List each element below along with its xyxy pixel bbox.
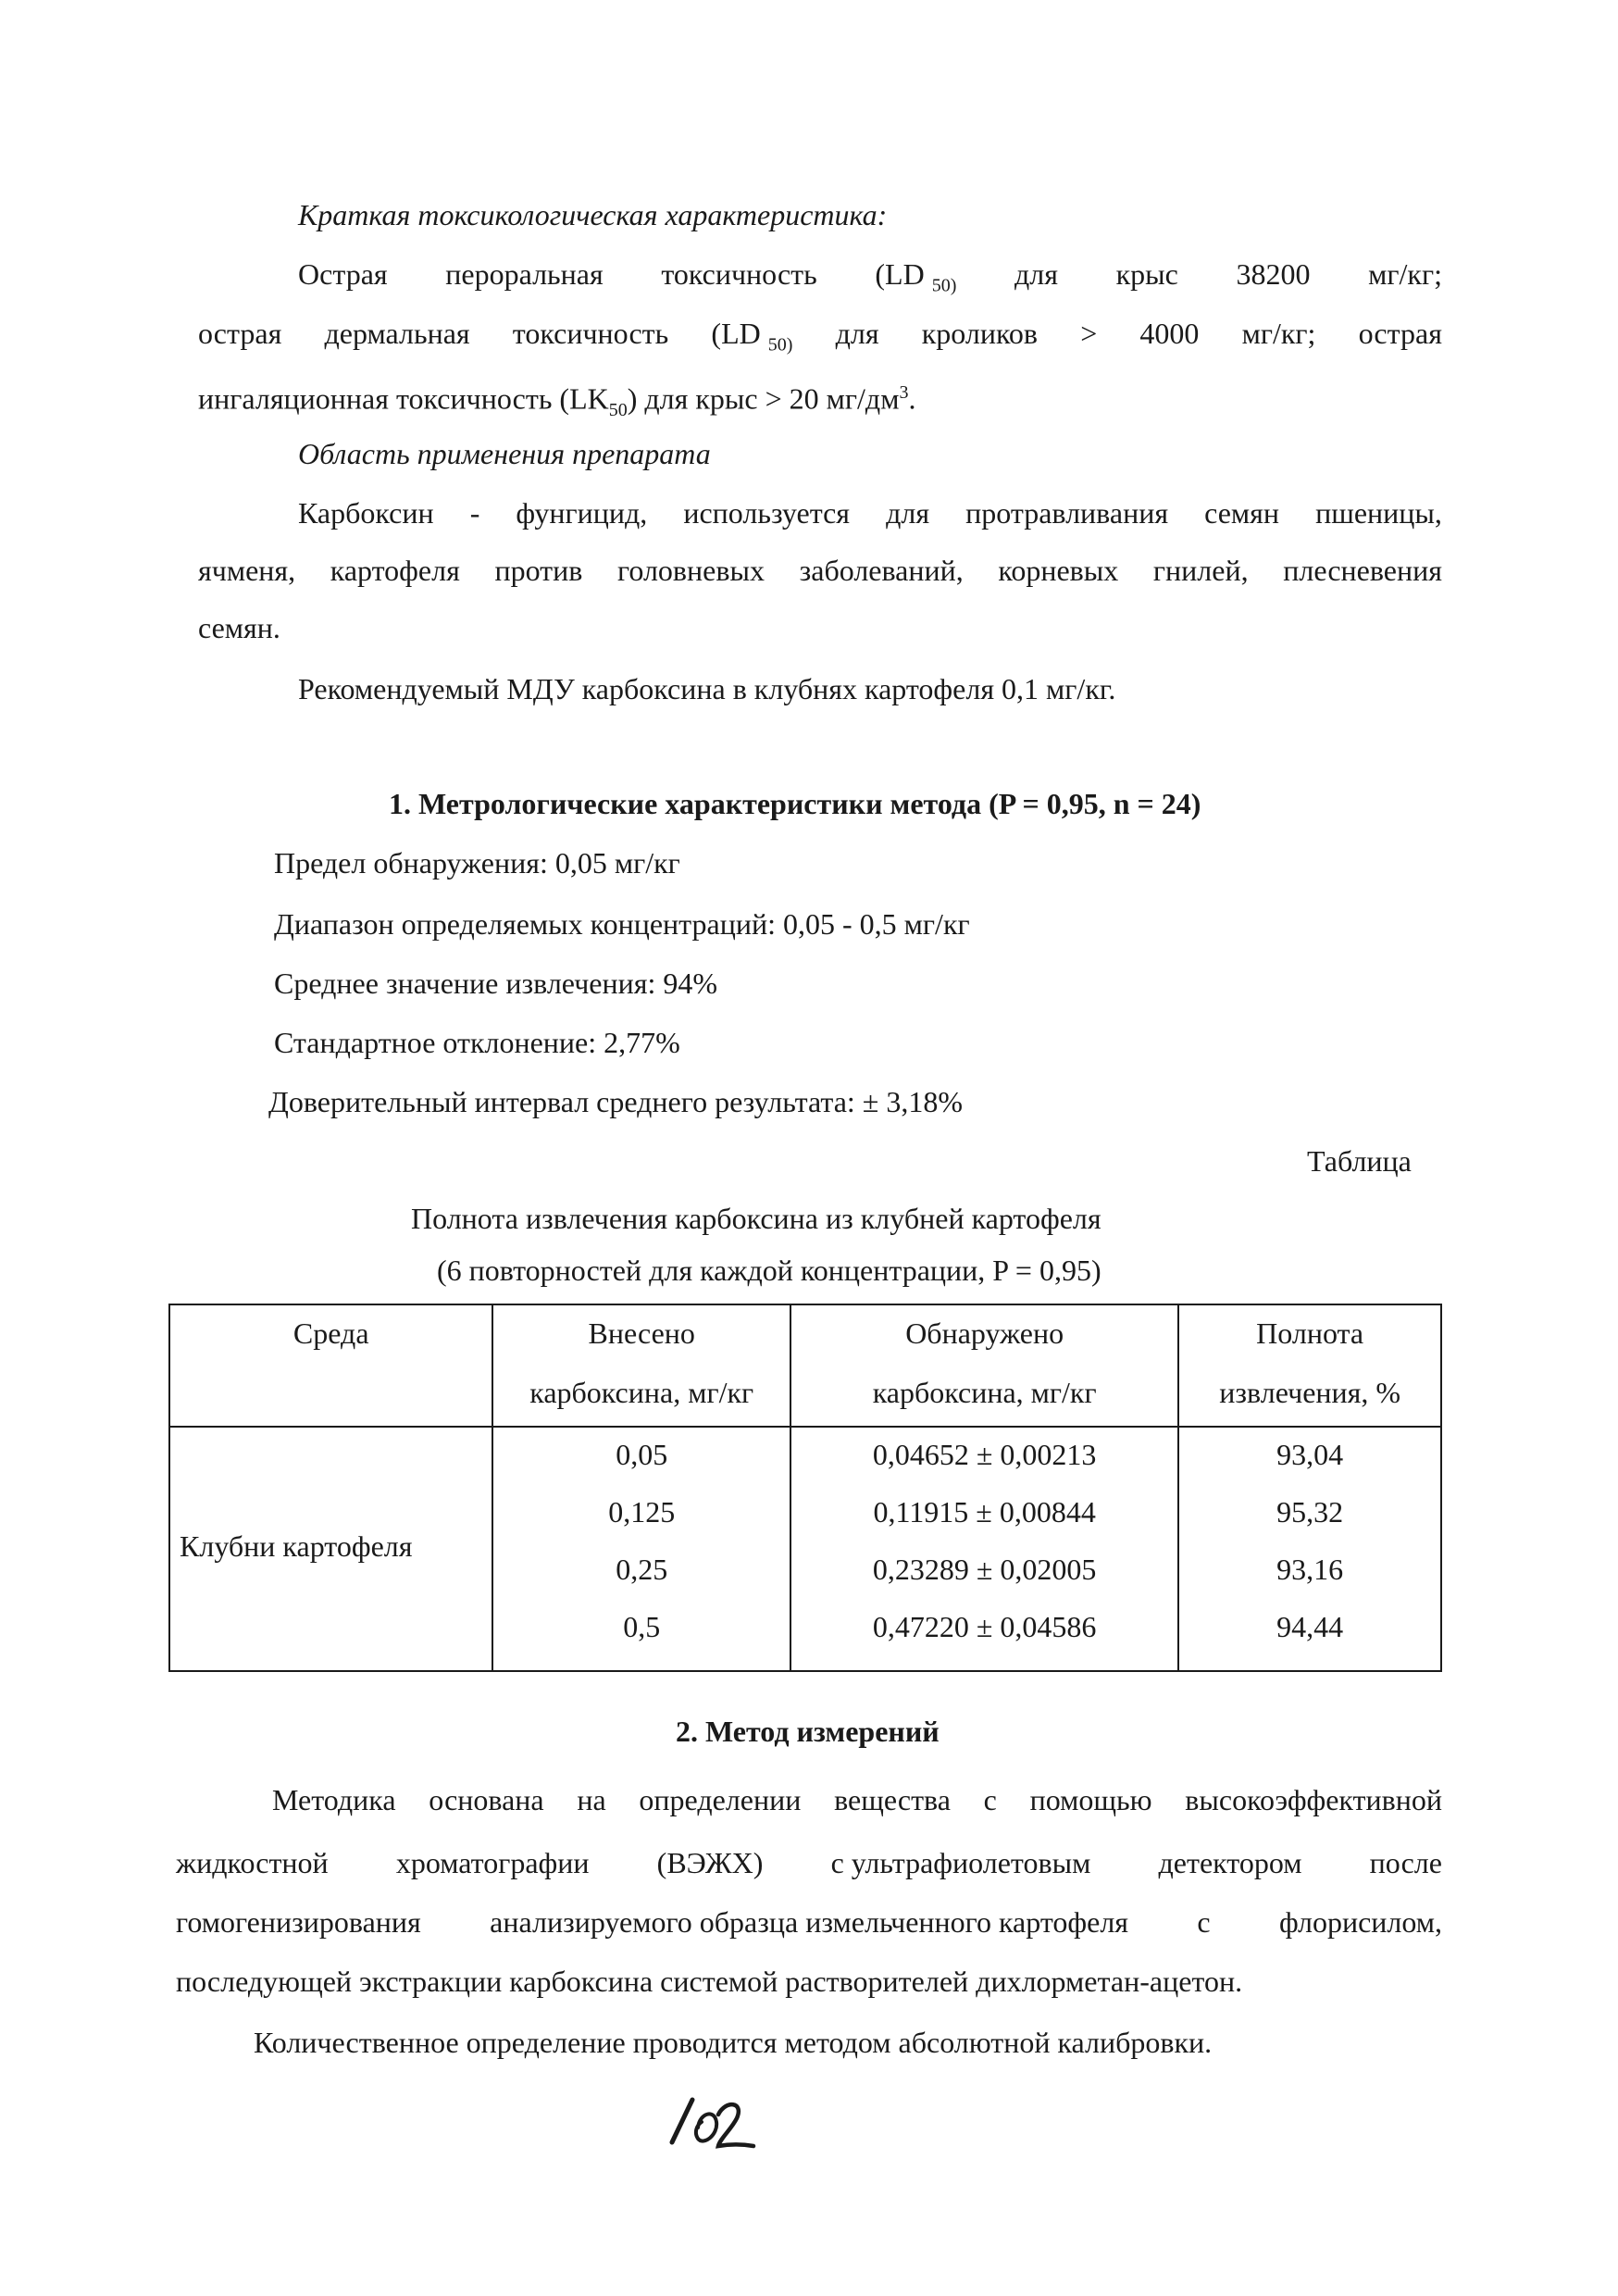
tox-line-2: острая дермальная токсичность (LD $_{50)}$ для кроликов > 4000 мг/кг; острая xyxy=(198,317,1442,356)
medium-cell: Клубни картофеля xyxy=(169,1427,492,1671)
metrology-item: Доверительный интервал среднего результата: ± 3,18% xyxy=(268,1085,964,1118)
method-line-2: жидкостной хроматографии (ВЭЖХ) с ультрафиолетовым детектором после xyxy=(176,1846,1442,1879)
header-added: Внесено карбоксина, мг/кг xyxy=(492,1304,790,1427)
application-line-1: Карбоксин - фунгицид, используется для протравливания семян пшеницы, xyxy=(298,496,1442,530)
application-heading: Область применения препарата xyxy=(298,437,711,470)
application-line-3: семян. xyxy=(198,611,280,644)
tox-line-3: ингаляционная токсичность $(LK_{50})$ для крыс > 20 $мг/дм^3$. xyxy=(198,381,916,421)
recovery-table xyxy=(168,1304,1442,1672)
method-line-3: гомогенизирования анализируемого образца измельченного картофеля с флорисилом, xyxy=(176,1905,1442,1939)
mrl-line: Рекомендуемый МДУ карбоксина в клубнях картофеля 0,1 мг/кг. xyxy=(298,672,1116,705)
header-recovery: Полнота извлечения, % xyxy=(1178,1304,1441,1427)
table-header-row xyxy=(169,1304,1441,1427)
method-line-5: Количественное определение проводится методом абсолютной калибровки. xyxy=(254,2026,1213,2059)
metrology-item: Предел обнаружения: 0,05 мг/кг xyxy=(274,846,680,880)
metrology-item: Среднее значение извлечения: 94% xyxy=(274,967,718,1000)
table-label: Таблица xyxy=(1307,1144,1412,1178)
application-line-2: ячменя, картофеля против головневых заболеваний, корневых гнилей, плесневения xyxy=(198,554,1442,587)
tox-heading: Краткая токсикологическая характеристика: xyxy=(298,198,888,231)
method-heading: 2. Метод измерений xyxy=(676,1715,940,1748)
added-cell: 0,05 0,125 0,25 0,5 xyxy=(492,1427,790,1671)
header-medium: Среда xyxy=(169,1304,492,1427)
tox-line-1: Острая пероральная токсичность (LD $_{50)}$ для крыс 38200 мг/кг; xyxy=(298,257,1442,296)
metrology-item: Стандартное отклонение: 2,77% xyxy=(274,1026,680,1059)
table-caption-2: (6 повторностей для каждой концентрации, P = 0,95) xyxy=(437,1254,1101,1287)
handwritten-page-number xyxy=(665,2089,757,2163)
table-row xyxy=(169,1427,1441,1671)
found-cell: 0,04652 ± 0,00213 0,11915 ± 0,00844 0,23289 ± 0,02005 0,47220 ± 0,04586 xyxy=(790,1427,1178,1671)
table-caption-1: Полнота извлечения карбоксина из клубней картофеля xyxy=(411,1202,1101,1235)
recovery-cell: 93,04 95,32 93,16 94,44 xyxy=(1178,1427,1441,1671)
metrology-heading: 1. Метрологические характеристики метода (P = 0,95, n = 24) xyxy=(389,787,1201,820)
method-line-1: Методика основана на определении вещества с помощью высокоэффективной xyxy=(272,1783,1442,1816)
metrology-item: Диапазон определяемых концентраций: 0,05 - 0,5 мг/кг xyxy=(274,907,970,941)
method-line-4: последующей экстракции карбоксина системой растворителей дихлорметан-ацетон. xyxy=(176,1965,1243,1998)
header-found: Обнаружено карбоксина, мг/кг xyxy=(790,1304,1178,1427)
